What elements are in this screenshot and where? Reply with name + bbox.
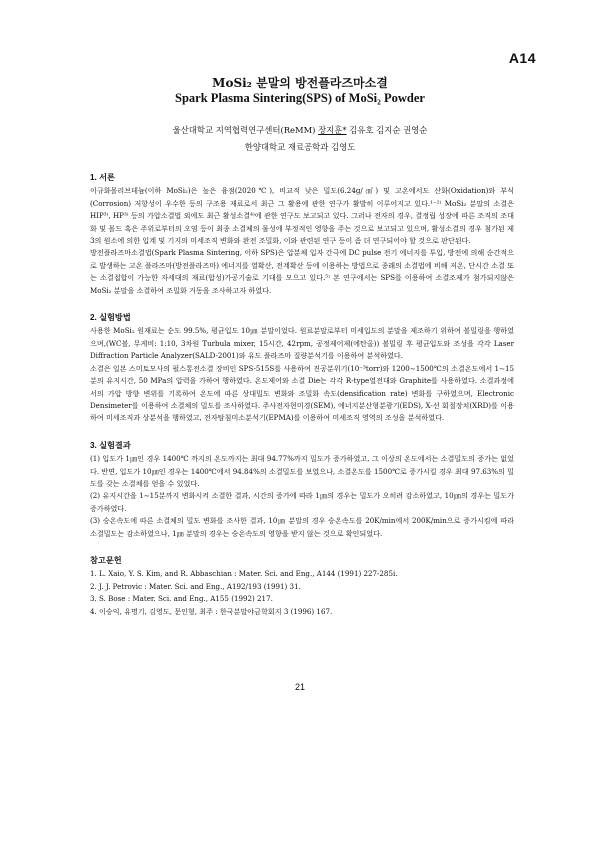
intro-heading: 1. 서론 xyxy=(90,173,115,182)
title-korean: MoSi₂ 분말의 방전플라즈마소결 xyxy=(212,76,388,90)
results-heading: 3. 실험결과 xyxy=(90,440,131,450)
author-block xyxy=(0,122,600,156)
paper-body xyxy=(90,172,514,618)
intro-paragraph-2: 방전플라즈마소결법(Spark Plasma Sintering, 이하 SPS)은 압분체 입자 간극에 DC pulse 전기 에너지를 투입, 방전에 의해 순간적으로 발생하는 고온 플라즈마(방전플라즈마) 에너지를 열확산, 전계확산 등에 이용하는 방법으로 종래의 소결법에 비해 저온, 단시간 소결 또는 소결접합이 가능한 자세대의 재료(합성)가공기술로 기대를 모으고 있다.⁵⁾ 본 연구에서는 SPS를 이용하여 소결조제가 첨가되지않은 MoSi₂ 분말을 소결하여 조밀화 거동을 조사하고자 하였다. xyxy=(90,248,514,295)
affiliation-1-suffix: 김유호 김지순 권영순 xyxy=(346,125,428,135)
method-heading: 2. 실험방법 xyxy=(90,313,131,323)
method-paragraph-2: 소결은 일본 스미토모사의 펄스통전소결 장비인 SPS-515S를 사용하여 진공분위기(10⁻³torr)와 1200∼1500℃의 소결온도에서 1∼15분의 유지시간, 50 MPa의 압력을 가하여 행하였다. 온도제어와 소결 Die는 각각 R-type열전대와 Graphite를 사용하였다. 소결과정에서의 가압 방향 변위를 기록하여 온도에 따른 상대밀도 변화와 조밀화 속도(densification rate) 변화를 구하였으며, Electronic Densimeter를 이용하여 소결체의 밀도를 조사하였다. 주사전자현미경(SEM), 에너지분산형분광기(EDS), X-선 회절장치(XRD)를 이용하여 미세조직과 상분석을 행하였고, 전자탐침미소분석기(EPMA)를 이용하여 미세조직 영역의 조성을 분석하였다. xyxy=(90,363,514,423)
results-item-2: (2) 유지시간을 1∼15분까지 변화시켜 소결한 결과, 시간의 증가에 따라 1㎛의 경우는 밀도가 오히려 감소하였고, 10㎛의 경우는 밀도가 증가하였다. xyxy=(90,491,514,513)
references xyxy=(90,555,514,618)
results-item-1: (1) 입도가 1㎛인 경우 1400℃ 까지의 온도까지는 최대 94.77%까지 밀도가 증가하였고, 그 이상의 온도에서는 소결밀도의 증가는 없었다. 반면, 입도가 10㎛인 경우는 1400℃에서 94.84%의 소결밀도를 보였으나, 소결온도를 1500℃로 증가시킬 경우 최대 97.63%의 밀도를 갖는 소결체를 얻을 수 있었다. xyxy=(90,454,514,488)
reference-4: 4. 이승익, 유명기, 김영도, 문인형, 최주 : 한국분말야금학회지 3 (1996) 167. xyxy=(90,606,333,616)
affiliation-1-prefix: 울산대학교 지역협력연구센터(ReMM) xyxy=(172,125,319,135)
reference-3: 3. S. Bose : Mater. Sci. and Eng., A155 (1992) 217. xyxy=(90,594,273,604)
affiliation-line-1 xyxy=(0,122,600,139)
title-english: Spark Plasma Sintering(SPS) of MoSi₂ Powder xyxy=(175,91,425,105)
abstract-code: A14 xyxy=(508,50,536,66)
results-item-3: (3) 승온속도에 따른 소결체의 밀도 변화를 조사한 결과, 10㎛ 분말의 경우 승온속도를 20K/min에서 200K/min으로 증가시킴에 따라 소결밀도는 감소하였으나, 1㎛ 분말의 경우는 승온속도의 영향을 받지 않는 것으로 확인되었다. xyxy=(90,516,514,538)
references-heading: 참고문헌 xyxy=(90,555,122,565)
intro-paragraph-1: 이규화몰리브데늄(이하 MoSi₂)은 높은 융점(2020℃), 비교적 낮은 밀도(6.24g/㎤) 및 고온에서도 산화(Oxidation)와 부식(Corrosion) 저항성이 우수한 등의 구조용 재료로서 최근 그 활용에 관한 연구가 활발히 이루어지고 있다.¹⁻²⁾ MoSi₂ 분말의 소결은 HIP³⁾, HP³⁾ 등의 가압소결법 외에도 최근 활성소결⁴⁾에 관한 연구도 보고되고 있다. 그러나 전자의 경우, 결정립 성장에 따른 조직의 조대화 및 몰드 혹은 주위로부터의 오염 등이 최종 소결체의 물성에 부정적인 영향을 주는 것으로 보고되고 있으며, 활성소결의 경우 첨가된 제 3의 원소에 의한 입계 및 기지의 미세조직 변화와 완전 조밀화, 이와 관련된 연구 등이 좀 더 연구되어야 할 것으로 판단된다. xyxy=(90,186,514,246)
presenting-author: 장지훈* xyxy=(318,125,347,135)
reference-2: 2. J. J. Petrovic : Mater. Sci. and Eng., A192/193 (1991) 31. xyxy=(90,581,301,591)
reference-1: 1. L. Xaio, Y. S. Kim, and R. Abbaschian : Mater. Sci. and Eng., A144 (1991) 227-285i. xyxy=(90,569,398,579)
method-paragraph-1: 사용한 MoSi₂ 원재료는 순도 99.5%, 평균입도 10㎛ 분말이었다. 원료분말로부터 미세입도의 분말을 제조하기 위하여 볼밀링을 행하였으며,(WC볼, 무게비: 1:10, 3차원 Turbula mixer, 15시간, 42rpm, 공정제어제(에탄올)) 볼밀링 후 평균입도와 조성을 각각 Laser Diffraction Particle Analyzer(SALD-2001)와 유도 플라즈마 질량분석기를 이용하여 분석하였다. xyxy=(90,326,514,361)
affiliation-line-2: 한양대학교 재료공학과 김영도 xyxy=(244,142,356,152)
page-number: 21 xyxy=(294,682,305,692)
